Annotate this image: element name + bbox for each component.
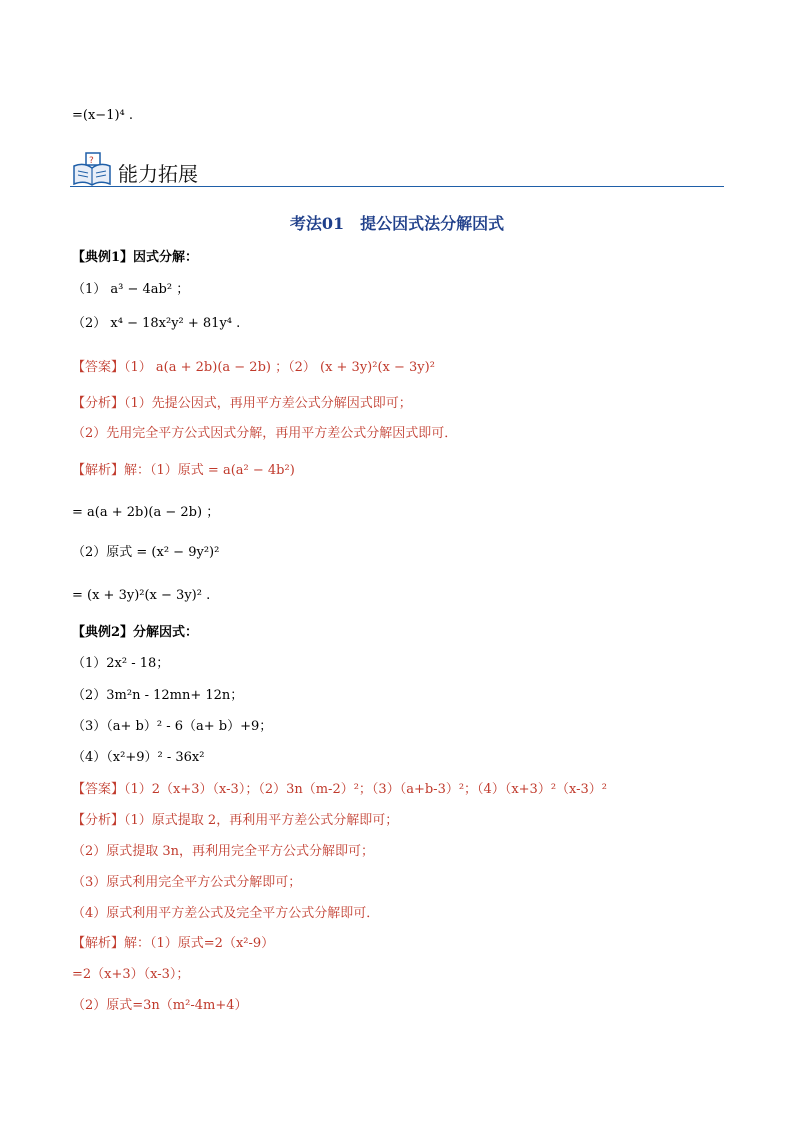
analysis-tag: 【分析】	[72, 813, 125, 828]
method-title: 考法01 提公因式法分解因式	[289, 214, 505, 233]
example1-question-2: （2） x⁴ − 18x²y² + 81y⁴ .	[72, 316, 241, 331]
answer-text: （1）2（x+3）（x-3）；（2）3n（m-2）²；（3）（a+b-3）²；（4）（x+3）²（x-3）²	[124, 782, 608, 797]
answer-tag: 【答案】	[72, 360, 125, 375]
section-header	[70, 150, 724, 190]
answer-text: （1） a(a + 2b)(a − 2b) ；（2） (x + 3y)²(x − 3y)²	[124, 360, 435, 375]
example2-heading: 【典例2】分解因式：	[72, 625, 199, 640]
solution-tag: 【解析】	[72, 936, 125, 951]
continued-result-line: =(x−1)⁴ .	[72, 108, 134, 123]
section-rule	[70, 186, 724, 187]
example2-analysis-2: （2）原式提取 3n，再利用完全平方公式分解即可；	[72, 844, 375, 859]
example2-analysis-3: （3）原式利用完全平方公式分解即可；	[72, 875, 302, 890]
analysis-text: （1）原式提取 2，再利用平方差公式分解即可；	[124, 813, 399, 828]
example2-question-2: （2）3m²n - 12mn+ 12n；	[72, 688, 244, 703]
example1-solution-3: （2）原式 = (x² − 9y²)²	[72, 545, 220, 560]
example2-question-4: （4）（x²+9）² - 36x²	[72, 750, 205, 765]
example2-analysis-4: （4）原式利用平方差公式及完全平方公式分解即可．	[72, 906, 380, 921]
example2-analysis-1	[72, 811, 398, 831]
solution-text: 解：（1）原式=2（x²-9）	[124, 936, 275, 951]
solution-tag: 【解析】	[72, 463, 125, 478]
example1-analysis-1	[72, 394, 412, 414]
solution-text: 解：（1）原式 = a(a² − 4b²)	[124, 463, 295, 478]
book-icon	[72, 152, 112, 186]
example2-solution-1	[72, 934, 274, 954]
example2-question-3: （3）（a+ b）² - 6（a+ b）+9；	[72, 719, 273, 734]
example2-solution-3: （2）原式=3n（m²-4m+4）	[72, 998, 248, 1013]
example1-solution-2: = a(a + 2b)(a − 2b) ；	[72, 505, 220, 520]
svg-text:?: ?	[89, 156, 94, 166]
analysis-text: （1）先提公因式，再用平方差公式分解因式即可；	[124, 396, 412, 411]
example2-question-1: （1）2x² - 18；	[72, 656, 170, 671]
example1-solution-1	[72, 461, 295, 481]
analysis-tag: 【分析】	[72, 396, 125, 411]
example1-heading: 【典例1】因式分解：	[72, 250, 199, 265]
example2-solution-2: =2（x+3）（x-3）；	[72, 967, 190, 982]
answer-tag: 【答案】	[72, 782, 125, 797]
example1-solution-4: = (x + 3y)²(x − 3y)² .	[72, 588, 211, 603]
example1-analysis-2: （2）先用完全平方公式因式分解，再用平方差公式分解因式即可．	[72, 426, 458, 441]
example1-answer	[72, 358, 435, 378]
section-title: 能力拓展	[118, 162, 198, 186]
example1-question-1: （1） a³ − 4ab² ；	[72, 282, 190, 297]
example2-answer	[72, 780, 607, 800]
